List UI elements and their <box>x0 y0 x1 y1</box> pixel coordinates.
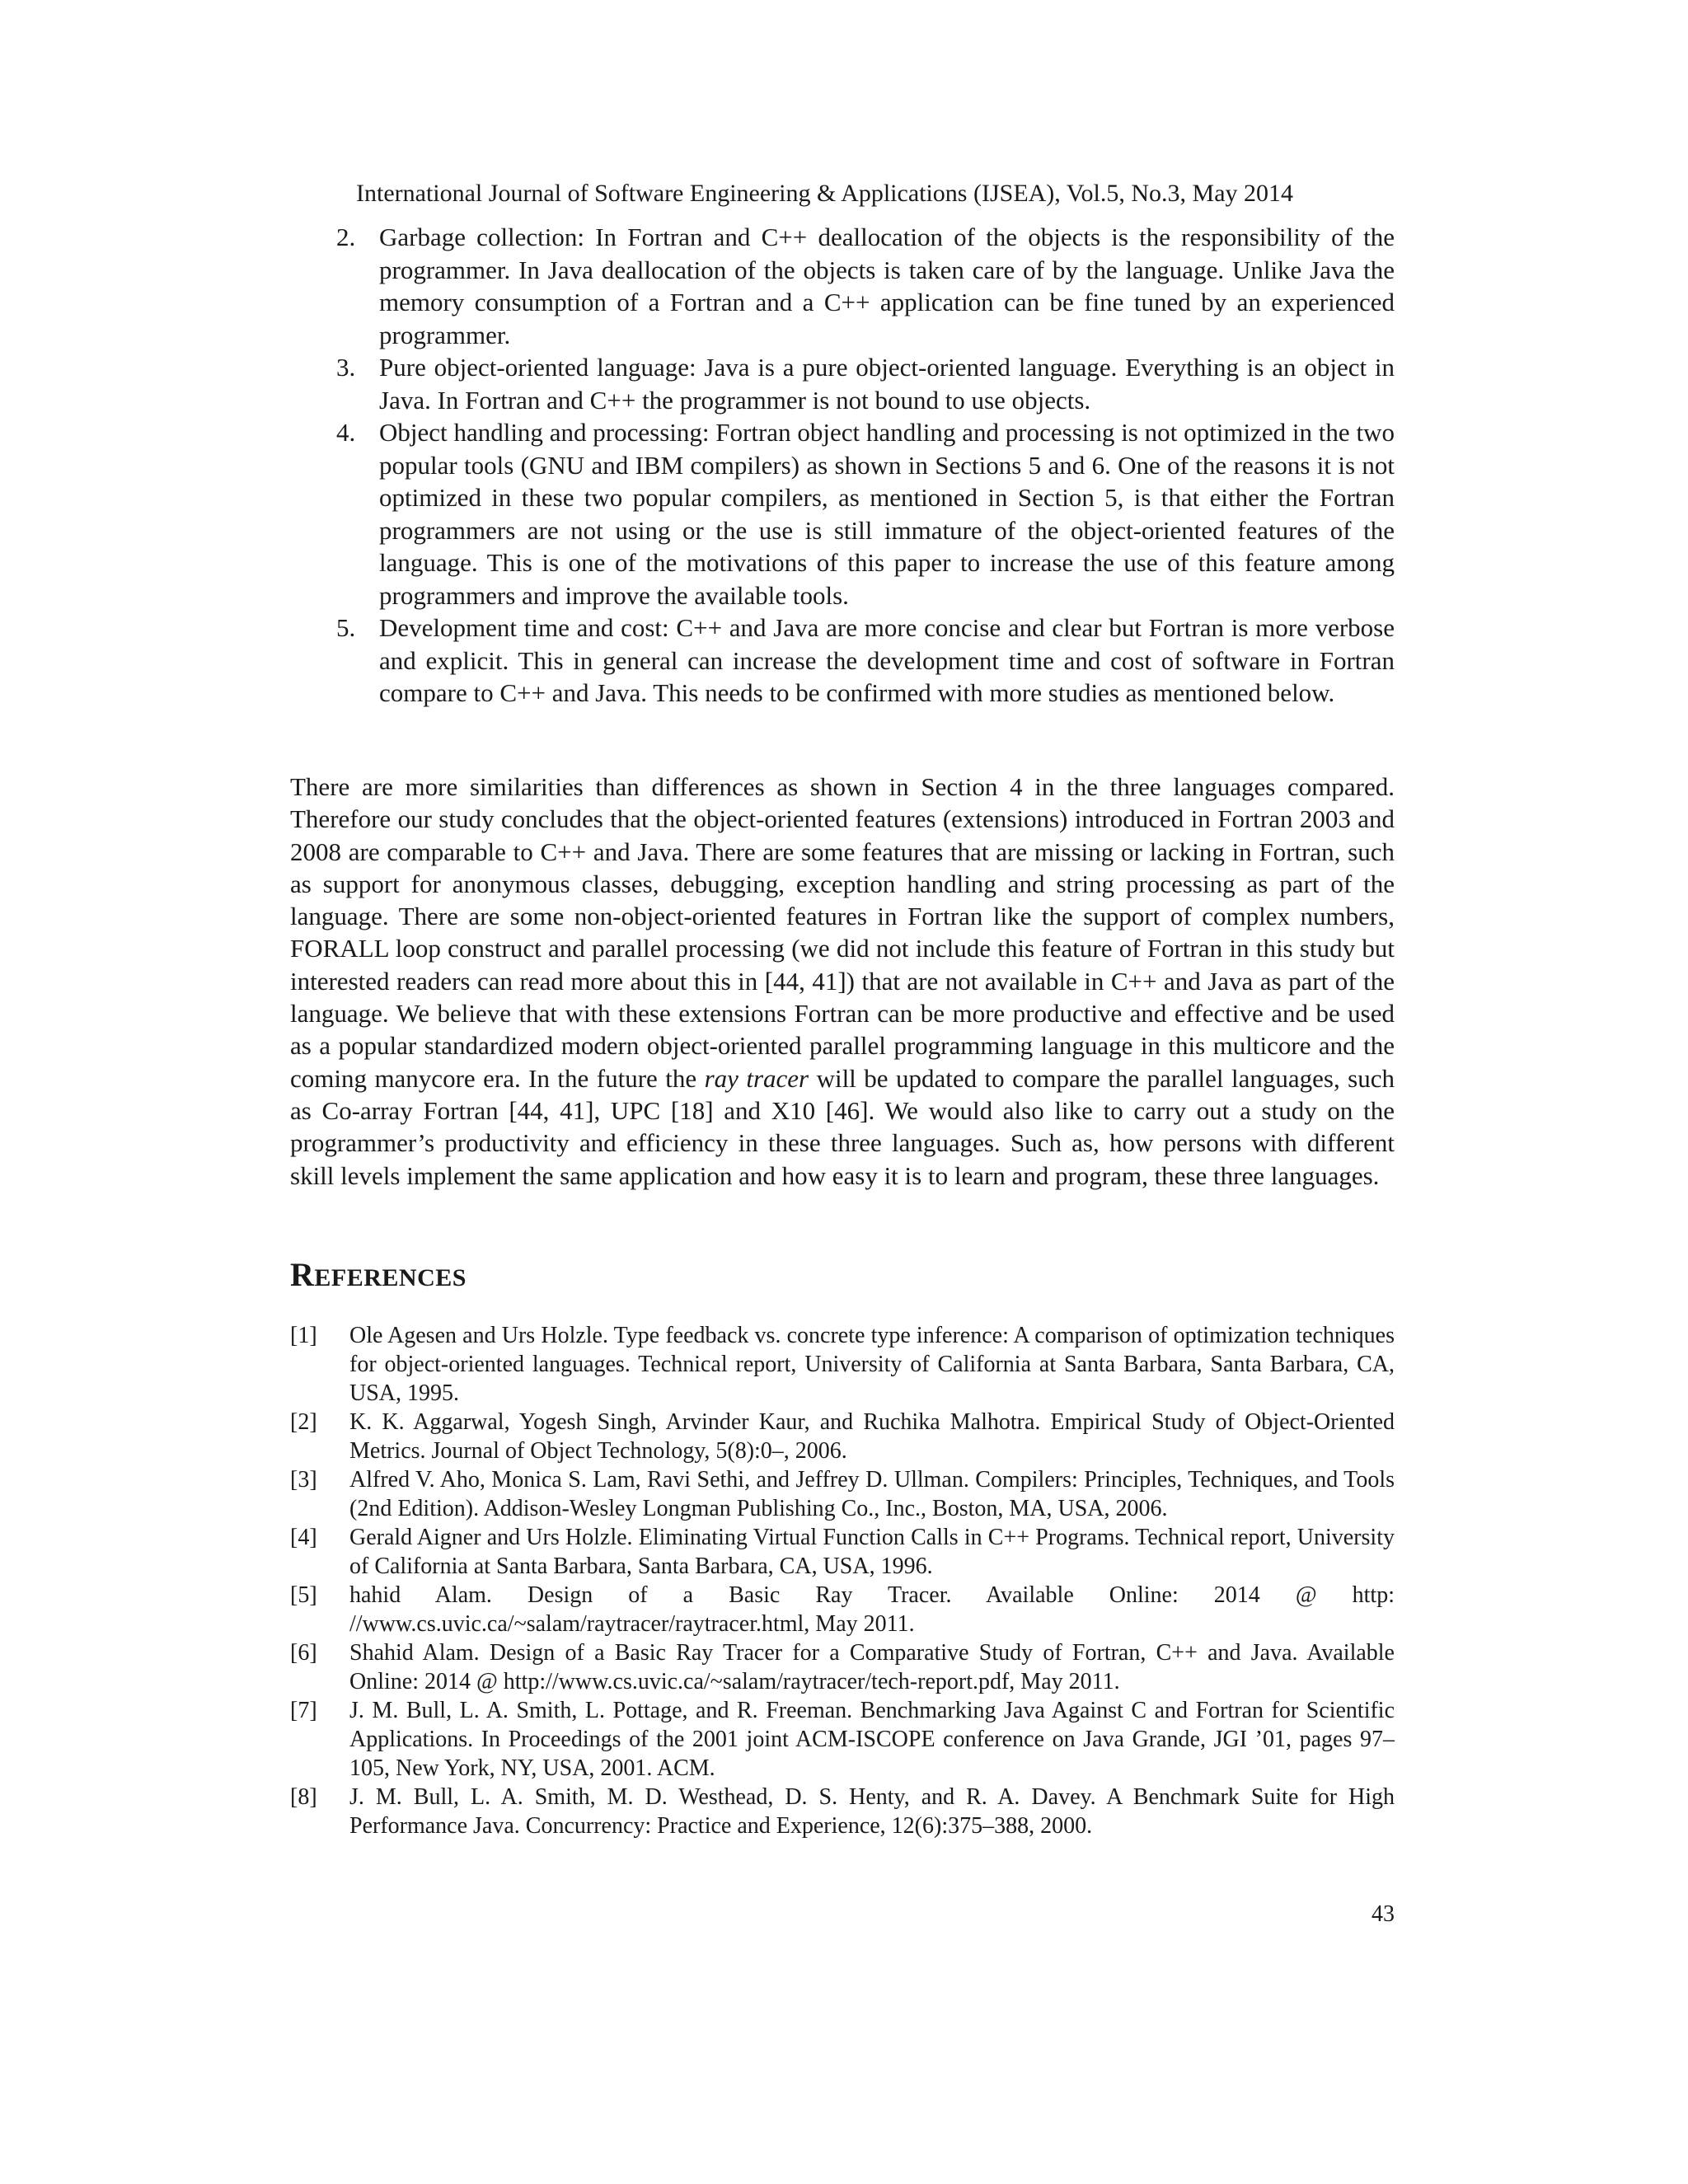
reference-number: [4] <box>290 1525 317 1550</box>
list-item <box>290 221 1395 351</box>
reference-item <box>290 1523 1395 1581</box>
reference-number: [3] <box>290 1467 317 1493</box>
reference-text: Ole Agesen and Urs Holzle. Type feedback vs. concrete type inference: A comparison of optimization techniques for object-oriented languages. Technical report, University of California at Santa Barbara, Santa Barbara, CA, USA, 1995. <box>349 1323 1395 1406</box>
list-item-text: Object handling and processing: Fortran object handling and processing is not optimized in the two popular tools (GNU and IBM compilers) as shown in Sections 5 and 6. One of the reasons it is not optimized in these two popular compilers, as mentioned in Section 5, is that either the Fortran programmers are not using or the use is still immature of the object-oriented features of the language. This is one of the motivations of this paper to increase the use of this feature among programmers and improve the available tools. <box>379 418 1395 610</box>
conclusion-text-part1: There are more similarities than differences as shown in Section 4 in the three languages compared. Therefore our study concludes that the object-oriented features (extensions) introduced in Fortran 2003 and 2008 are comparable to C++ and Java. There are some features that are missing or lacking in Fortran, such as support for anonymous classes, debugging, exception handling and string processing as part of the language. There are some non-object-oriented features in Fortran like the support of complex numbers, FORALL loop construct and parallel processing (we did not include this feature of Fortran in this study but interested readers can read more about this in [44, 41]) that are not available in C++ and Java as part of the language. We believe that with these extensions Fortran can be more productive and effective and be used as a popular standardized modern object-oriented parallel programming language in this multicore and the coming manycore era. In the future the <box>290 772 1395 1093</box>
reference-text: J. M. Bull, L. A. Smith, L. Pottage, and R. Freeman. Benchmarking Java Against C and Fortran for Scientific Applications. In Proceedings of the 2001 joint ACM-ISCOPE conference on Java Grande, JGI ’01, pages 97–105, New York, NY, USA, 2001. ACM. <box>349 1698 1395 1781</box>
reference-number: [2] <box>290 1409 317 1435</box>
reference-list <box>290 1321 1395 1840</box>
reference-number: [5] <box>290 1582 317 1608</box>
reference-number: [6] <box>290 1640 317 1666</box>
reference-text: Alfred V. Aho, Monica S. Lam, Ravi Sethi, and Jeffrey D. Ullman. Compilers: Principles, Techniques, and Tools (2nd Edition). Addison-Wesley Longman Publishing Co., Inc., Boston, MA, USA, 2006. <box>349 1467 1395 1521</box>
reference-item <box>290 1581 1395 1638</box>
references-heading-initial: R <box>290 1256 315 1293</box>
reference-text: K. K. Aggarwal, Yogesh Singh, Arvinder Kaur, and Ruchika Malhotra. Empirical Study of Object-Oriented Metrics. Journal of Object Technology, 5(8):0–, 2006. <box>349 1409 1395 1464</box>
reference-item <box>290 1638 1395 1696</box>
reference-item <box>290 1465 1395 1523</box>
list-item <box>290 612 1395 710</box>
reference-text: Shahid Alam. Design of a Basic Ray Tracer for a Comparative Study of Fortran, C++ and Java. Available Online: 2014 @ http://www.cs.uvic.ca/~salam/raytracer/tech-report.pdf, May 2011. <box>349 1640 1395 1694</box>
reference-text: Gerald Aigner and Urs Holzle. Eliminating Virtual Function Calls in C++ Programs. Technical report, University of California at Santa Barbara, Santa Barbara, CA, USA, 1996. <box>349 1525 1395 1579</box>
list-item <box>290 351 1395 416</box>
reference-item <box>290 1408 1395 1465</box>
reference-item <box>290 1696 1395 1783</box>
list-item <box>290 416 1395 612</box>
list-item-number: 3. <box>336 353 356 382</box>
reference-item <box>290 1321 1395 1408</box>
list-item-text: Pure object-oriented language: Java is a pure object-oriented language. Everything is an object in Java. In Fortran and C++ the programmer is not bound to use objects. <box>379 353 1395 415</box>
references-heading <box>290 1257 467 1296</box>
reference-item <box>290 1783 1395 1840</box>
list-item-text: Development time and cost: C++ and Java are more concise and clear but Fortran is more verbose and explicit. This in general can increase the development time and cost of software in Fortran compare to C++ and Java. This needs to be confirmed with more studies as mentioned below. <box>379 613 1395 707</box>
references-heading-rest: EFERENCES <box>314 1264 467 1291</box>
reference-text: J. M. Bull, L. A. Smith, M. D. Westhead, D. S. Henty, and R. A. Davey. A Benchmark Suite for High Performance Java. Concurrency: Practice and Experience, 12(6):375–388, 2000. <box>349 1784 1395 1839</box>
conclusion-paragraph <box>290 771 1395 1192</box>
reference-text: hahid Alam. Design of a Basic Ray Tracer. Available Online: 2014 @ http: //www.cs.uvic.ca/~salam/raytracer/raytracer.html, May 2011. <box>349 1582 1395 1637</box>
numbered-list <box>290 221 1395 710</box>
list-item-number: 5. <box>336 613 356 642</box>
list-item-number: 2. <box>336 223 356 251</box>
conclusion-text-part2: will be updated to compare the parallel languages, such as Co-array Fortran [44, 41], UPC [18] and X10 [46]. We would also like to carry out a study on the programmer’s productivity and efficiency in these three languages. Such as, how persons with different skill levels implement the same application and how easy it is to learn and program, these three languages. <box>290 1063 1395 1190</box>
list-item-number: 4. <box>336 418 356 447</box>
page-number: 43 <box>1372 1901 1395 1927</box>
conclusion-italic-term: ray tracer <box>704 1063 809 1093</box>
running-header: International Journal of Software Engineering & Applications (IJSEA), Vol.5, No.3, May 2014 <box>356 180 1294 207</box>
reference-number: [1] <box>290 1323 317 1348</box>
reference-number: [8] <box>290 1784 317 1810</box>
list-item-text: Garbage collection: In Fortran and C++ deallocation of the objects is the responsibility of the programmer. In Java deallocation of the objects is taken care of by the language. Unlike Java the memory consumption of a Fortran and a C++ application can be fine tuned by an experienced programmer. <box>379 223 1395 349</box>
reference-number: [7] <box>290 1698 317 1723</box>
